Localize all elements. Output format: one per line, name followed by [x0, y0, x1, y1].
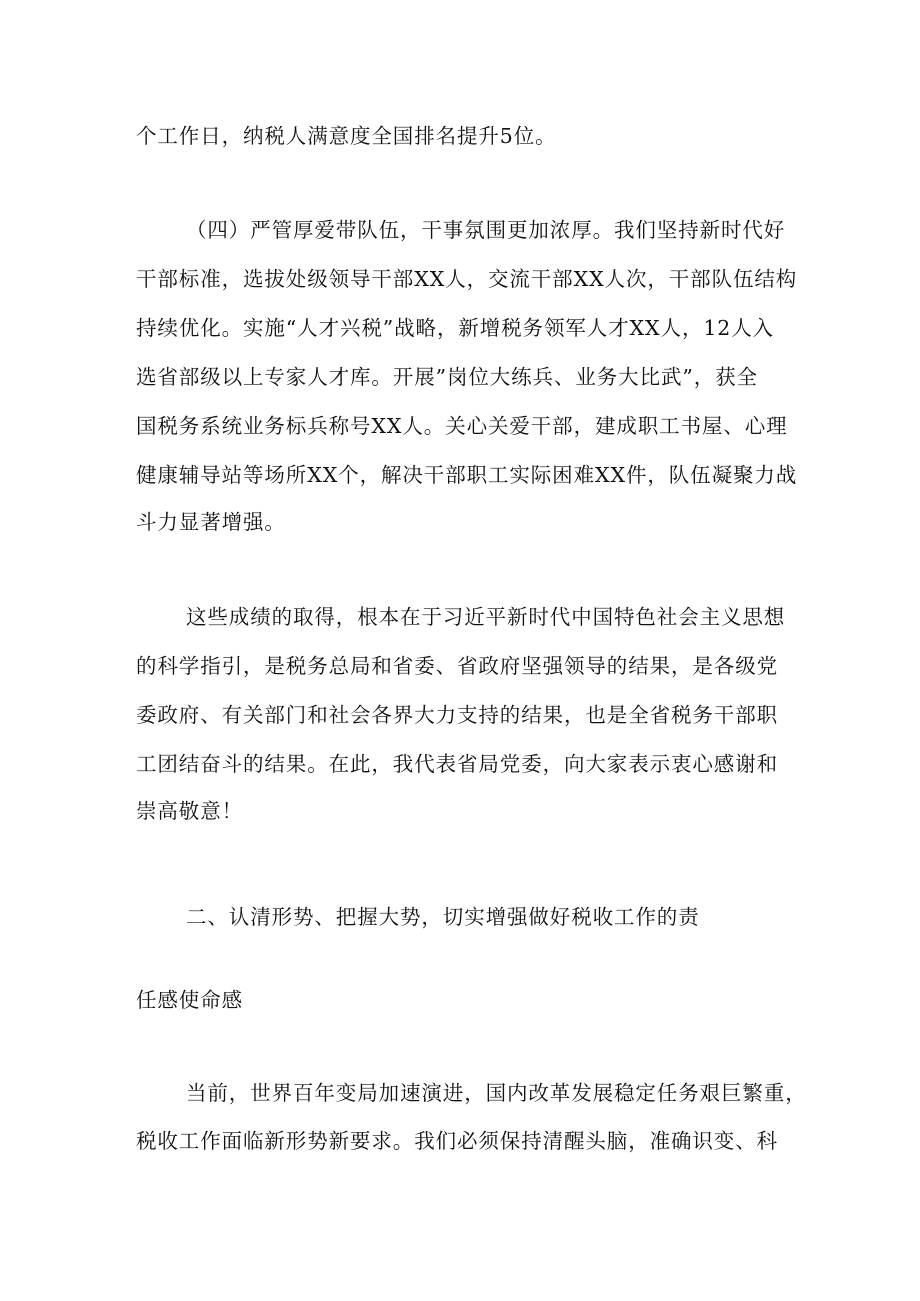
text-line: 个工作日，纳税人满意度全国排名提升5位。	[136, 124, 557, 148]
text-line: 崇高敬意！	[136, 799, 243, 823]
text-line: 干部标准，选拔处级领导干部XX人，交流干部XX人次，干部队伍结构	[136, 267, 798, 291]
text-line: 这些成绩的取得，根本在于习近平新时代中国特色社会主义思想	[186, 605, 786, 629]
text-line: 委政府、有关部门和社会各界大力支持的结果，也是全省税务干部职	[136, 703, 778, 727]
text-line: 的科学指引，是税务总局和省委、省政府坚强领导的结果，是各级党	[136, 654, 778, 678]
heading-line: 任感使命感	[136, 988, 243, 1012]
text-line: 工团结奋斗的结果。在此，我代表省局党委，向大家表示衷心感谢和	[136, 752, 778, 776]
text-line: 当前，世界百年变局加速演进，国内改革发展稳定任务艰巨繁重，	[186, 1081, 807, 1105]
text-line: 健康辅导站等场所XX个，解决干部职工实际困难XX件，队伍凝聚力战	[136, 463, 798, 487]
text-line: 税收工作面临新形势新要求。我们必须保持清醒头脑，准确识变、科	[136, 1129, 778, 1153]
heading-line: 二、认清形势、把握大势，切实增强做好税收工作的责	[186, 905, 700, 929]
text-line: 选省部级以上专家人才库。开展”岗位大练兵、业务大比武”，获全	[136, 365, 758, 389]
text-line: （四）严管厚爱带队伍，干事氛围更加浓厚。我们坚持新时代好	[186, 218, 786, 242]
text-line: 斗力显著增强。	[136, 510, 286, 534]
text-line: 国税务系统业务标兵称号XX人。关心关爱干部，建成职工书屋、心理	[136, 414, 788, 438]
text-line: 持续优化。实施“人才兴税”战略，新增税务领军人才XX人，12人入	[136, 316, 775, 340]
